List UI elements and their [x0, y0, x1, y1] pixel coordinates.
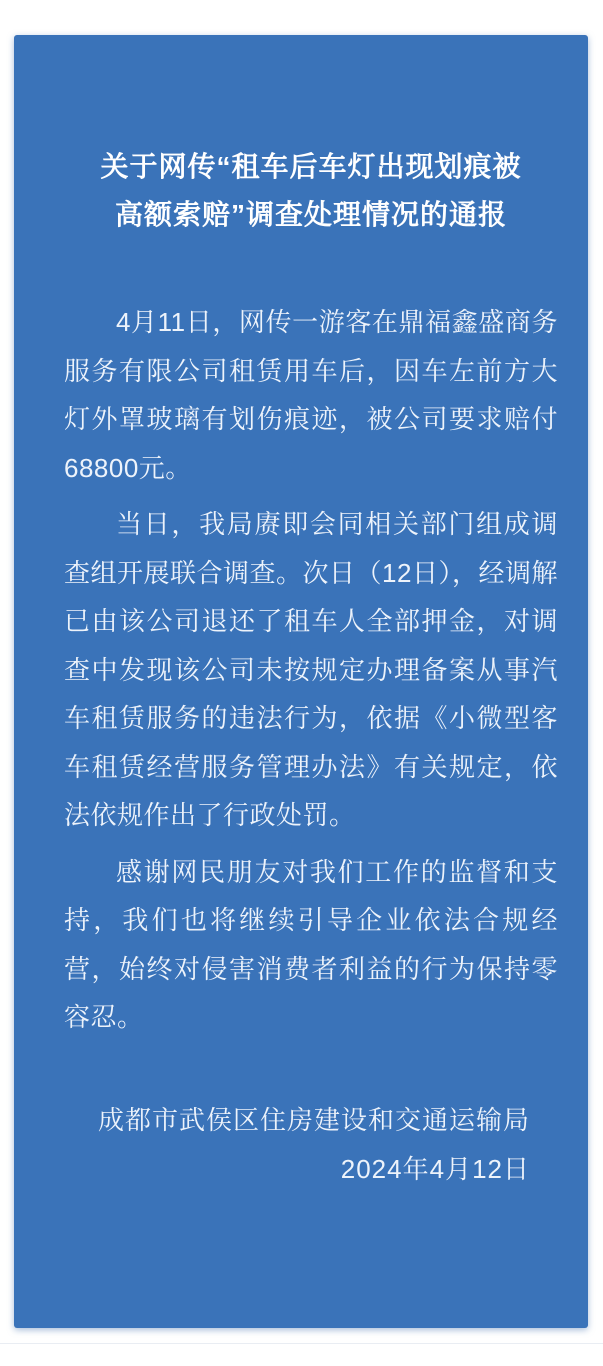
issue-date: 2024年4月12日 [340, 1153, 530, 1184]
page-bottom-divider [0, 1343, 603, 1344]
issuer-name: 成都市武侯区住房建设和交通运输局 [97, 1104, 530, 1135]
notice-card [14, 35, 588, 1328]
notice-title [64, 143, 558, 239]
notice-title-line-2: 高额索赔”调查处理情况的通报 [114, 199, 507, 230]
notice-body [64, 298, 558, 1042]
notice-signature [64, 1096, 558, 1194]
notice-paragraph: 感谢网民朋友对我们工作的监督和支持，我们也将继续引导企业依法合规经营，始终对侵害消费者利益的行为保持零容忍。 [64, 856, 558, 1032]
notice-paragraph: 当日，我局赓即会同相关部门组成调查组开展联合调查。次日（12日），经调解已由该公司退还了租车人全部押金，对调查中发现该公司未按规定办理备案从事汽车租赁服务的违法行为，依据《小微型客车租赁经营服务管理办法》有关规定，依法依规作出了行政处罚。 [64, 509, 558, 830]
notice-paragraph: 4月11日，网传一游客在鼎福鑫盛商务服务有限公司租赁用车后，因车左前方大灯外罩玻璃有划伤痕迹，被公司要求赔付68800元。 [64, 307, 558, 483]
notice-title-line-1: 关于网传“租车后车灯出现划痕被 [100, 151, 522, 182]
